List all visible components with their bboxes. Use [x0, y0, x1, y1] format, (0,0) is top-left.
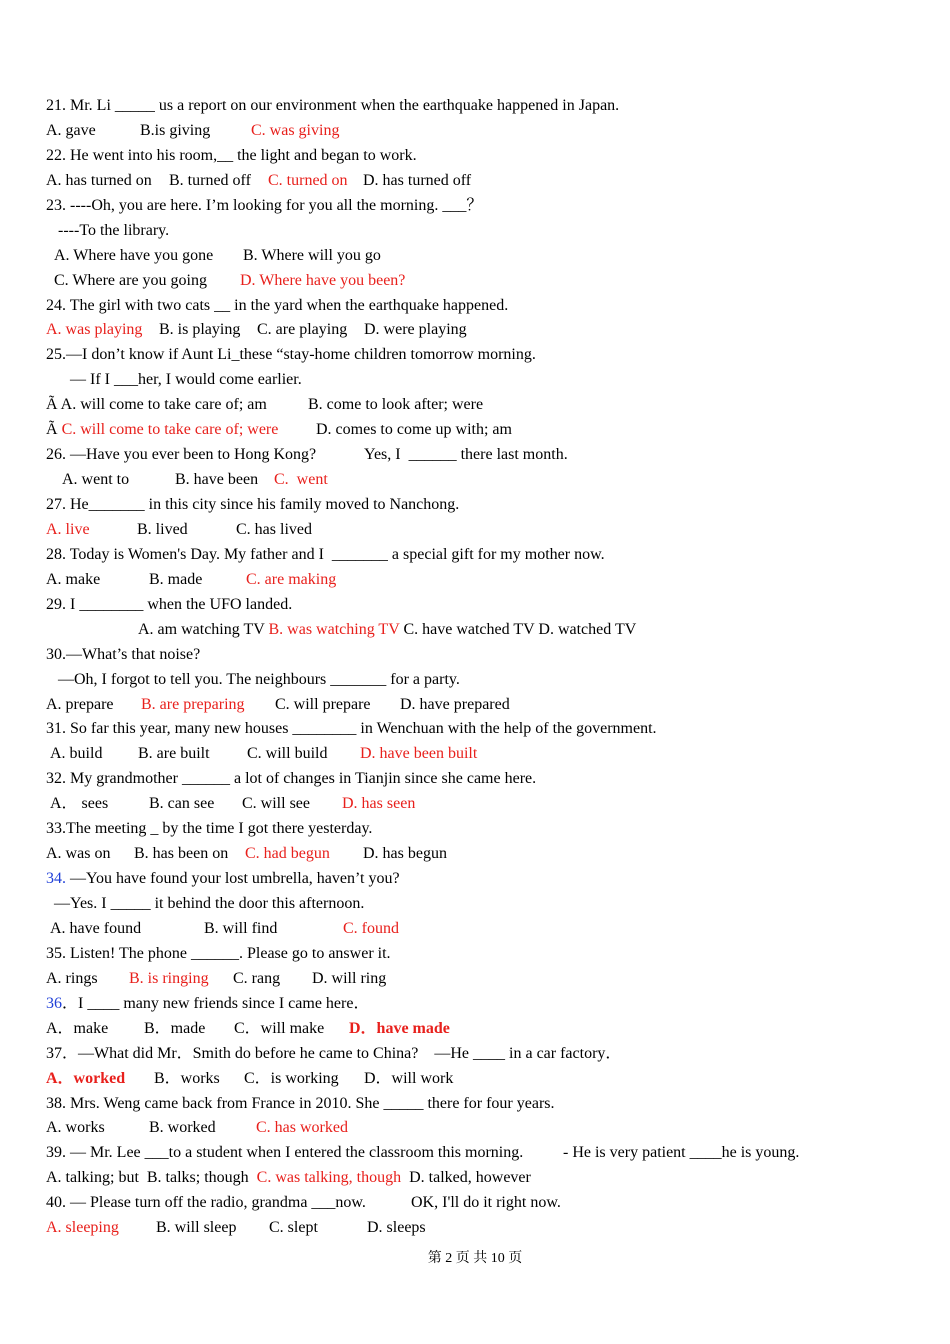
text-segment: C. have watched TV D. watched TV: [399, 620, 637, 638]
text-line: [0, 817, 950, 842]
text-segment: B.is giving: [140, 121, 211, 139]
answer-text: D. have been built: [360, 745, 478, 763]
text-segment: A. am watching TV: [138, 620, 269, 638]
text-line: [0, 992, 950, 1017]
text-segment: A. was on: [46, 845, 111, 863]
answer-text: A．worked: [46, 1069, 126, 1087]
text-line: [0, 418, 950, 443]
text-line: [0, 618, 950, 643]
text-segment: C. will see: [242, 795, 310, 813]
text-segment: 24. The girl with two cats __ in the yard when the earthquake happened.: [46, 296, 509, 314]
text-segment: B. has been on: [134, 845, 229, 863]
text-segment: OK, I'll do it right now.: [411, 1194, 561, 1212]
text-segment: A. prepare: [46, 695, 114, 713]
text-line: [0, 1141, 950, 1166]
question-number: 34.: [46, 870, 66, 888]
text-line: [0, 643, 950, 668]
text-line: [0, 1042, 950, 1067]
text-segment: B. made: [149, 570, 203, 588]
text-segment: D. talked, however: [401, 1169, 531, 1187]
text-segment: A. talking; but B. talks; though: [46, 1169, 257, 1187]
text-segment: - He is very patient ____he is young.: [563, 1144, 800, 1162]
text-line: [0, 269, 950, 294]
text-line: [0, 119, 950, 144]
page-footer: 第 2 页 共 10 页: [427, 1251, 523, 1266]
text-line: [0, 568, 950, 593]
text-segment: C. will build: [247, 745, 328, 763]
answer-text: D. has seen: [342, 795, 416, 813]
text-segment: D. has turned off: [363, 171, 472, 189]
text-segment: B. come to look after; were: [308, 396, 484, 414]
text-line: [0, 219, 950, 244]
text-segment: D. has begun: [363, 845, 447, 863]
text-segment: C. are playing: [257, 321, 348, 339]
text-line: [0, 1191, 950, 1216]
text-segment: ----To the library.: [58, 221, 170, 239]
text-segment: — If I ___her, I would come earlier.: [70, 371, 302, 389]
text-segment: B. worked: [149, 1119, 216, 1137]
answer-text: A. sleeping: [46, 1219, 119, 1237]
text-segment: —You have found your lost umbrella, haven’t you?: [66, 870, 400, 888]
text-segment: 29. I ________ when the UFO landed.: [46, 595, 293, 613]
answer-text: C. will come to take care of; were: [61, 421, 279, 439]
answer-text: A. live: [46, 520, 90, 538]
text-line: [0, 693, 950, 718]
text-line: [0, 94, 950, 119]
text-segment: B. have been: [175, 471, 259, 489]
text-segment: A．make: [46, 1019, 109, 1037]
text-segment: A. has turned on: [46, 171, 152, 189]
text-segment: C. has lived: [236, 520, 312, 538]
text-segment: B. will find: [204, 919, 278, 937]
text-segment: A. build: [50, 745, 103, 763]
text-segment: B．works: [154, 1069, 220, 1087]
text-segment: A. went to: [62, 471, 130, 489]
text-segment: C. will prepare: [275, 695, 371, 713]
text-segment: C．will make: [234, 1019, 325, 1037]
text-line: [0, 1092, 950, 1117]
text-line: [0, 343, 950, 368]
text-line: [0, 742, 950, 767]
text-segment: 33.The meeting _ by the time I got there yesterday.: [46, 820, 373, 838]
answer-text: A. was playing: [46, 321, 143, 339]
text-segment: B. is playing: [159, 321, 241, 339]
answer-text: C. was giving: [251, 121, 340, 139]
text-segment: D. sleeps: [367, 1219, 426, 1237]
text-segment: 38. Mrs. Weng came back from France in 2010. She _____ there for four years.: [46, 1094, 555, 1112]
answer-text: C. was talking, though: [256, 1169, 402, 1187]
text-segment: B. can see: [149, 795, 215, 813]
text-segment: C. slept: [269, 1219, 318, 1237]
text-segment: 30.—What’s that noise?: [46, 645, 201, 663]
text-segment: 31. So far this year, many new houses ________ in Wenchuan with the help of the government.: [46, 720, 657, 738]
text-segment: 37．—What did Mr．Smith do before he came to China? —He ____ in a car factory．: [46, 1044, 622, 1062]
answer-text: C. found: [343, 919, 399, 937]
text-segment: 21. Mr. Li _____ us a report on our environment when the earthquake happened in Japan.: [46, 97, 620, 114]
text-line: [0, 1017, 950, 1042]
answer-text: B. is ringing: [129, 969, 209, 987]
text-segment: ．I ____ many new friends since I came here．: [62, 994, 370, 1012]
text-line: [0, 1067, 950, 1092]
text-line: [0, 294, 950, 319]
text-line: [0, 942, 950, 967]
text-segment: C. Where are you going: [54, 271, 207, 289]
text-segment: 28. Today is Women's Day. My father and I _______ a special gift for my mother now.: [46, 545, 605, 563]
text-segment: B. lived: [137, 520, 188, 538]
text-segment: 35. Listen! The phone ______. Please go to answer it.: [46, 944, 391, 962]
text-segment: A. gave: [46, 121, 96, 139]
text-line: [0, 892, 950, 917]
text-line: [0, 318, 950, 343]
text-segment: Ã A. will come to take care of; am: [46, 396, 267, 414]
answer-text: D．have made: [349, 1019, 450, 1037]
text-segment: —Oh, I forgot to tell you. The neighbours _______ for a party.: [58, 670, 460, 688]
text-segment: 39. — Mr. Lee ___to a student when I entered the classroom this morning.: [46, 1144, 524, 1162]
text-segment: A. rings: [46, 969, 98, 987]
text-segment: D. were playing: [364, 321, 467, 339]
text-line: [0, 842, 950, 867]
text-line: [0, 668, 950, 693]
text-line: [0, 468, 950, 493]
text-line: [0, 493, 950, 518]
answer-text: C. has worked: [256, 1119, 348, 1137]
question-number: 36: [46, 994, 62, 1012]
text-segment: B. turned off: [169, 171, 251, 189]
text-segment: D．will work: [364, 1069, 454, 1087]
answer-text: B. was watching TV: [268, 620, 400, 638]
text-line: [0, 967, 950, 992]
answer-text: D. Where have you been?: [240, 271, 406, 289]
text-line: [0, 368, 950, 393]
answer-text: B. are preparing: [141, 695, 245, 713]
text-line: [0, 543, 950, 568]
text-segment: B. will sleep: [156, 1219, 237, 1237]
text-line: [0, 917, 950, 942]
text-segment: Ã: [46, 421, 62, 439]
text-line: [0, 443, 950, 468]
text-line: [0, 393, 950, 418]
text-segment: D. comes to come up with; am: [316, 421, 512, 439]
text-line: [0, 194, 950, 219]
text-line: [0, 593, 950, 618]
text-segment: B. Where will you go: [243, 246, 381, 264]
text-segment: 22. He went into his room,__ the light and began to work.: [46, 146, 417, 164]
text-segment: B．made: [144, 1019, 206, 1037]
text-segment: C．is working: [244, 1069, 339, 1087]
answer-text: C. had begun: [245, 845, 330, 863]
text-line: [0, 518, 950, 543]
text-segment: A. have found: [50, 919, 142, 937]
answer-text: C. went: [274, 471, 328, 489]
text-line: [0, 767, 950, 792]
text-segment: D. have prepared: [400, 695, 510, 713]
text-segment: D. will ring: [312, 969, 387, 987]
answer-text: C. turned on: [268, 171, 348, 189]
text-segment: A. make: [46, 570, 101, 588]
question-list: [0, 94, 950, 1241]
text-segment: 25.—I don’t know if Aunt Li_these “stay-home children tomorrow morning.: [46, 346, 536, 364]
text-segment: 32. My grandmother ______ a lot of changes in Tianjin since she came here.: [46, 770, 537, 788]
text-line: [0, 1116, 950, 1141]
text-segment: A. Where have you gone: [54, 246, 214, 264]
text-line: [0, 867, 950, 892]
text-line: [0, 717, 950, 742]
text-line: [0, 792, 950, 817]
text-line: [0, 1166, 950, 1191]
text-segment: C. rang: [233, 969, 281, 987]
text-line: [0, 144, 950, 169]
text-line: [0, 1216, 950, 1241]
text-segment: Yes, I ______ there last month.: [364, 446, 568, 464]
text-segment: B. are built: [138, 745, 210, 763]
text-segment: 26. —Have you ever been to Hong Kong?: [46, 446, 317, 464]
text-segment: A． sees: [50, 795, 109, 813]
text-segment: —Yes. I _____ it behind the door this afternoon.: [54, 895, 365, 912]
text-segment: A. works: [46, 1119, 105, 1137]
text-line: [0, 169, 950, 194]
text-segment: 23. ----Oh, you are here. I’m looking for you all the morning. ___？: [46, 196, 483, 214]
text-segment: 40. — Please turn off the radio, grandma ___now.: [46, 1194, 366, 1212]
text-segment: 27. He_______ in this city since his family moved to Nanchong.: [46, 496, 460, 513]
answer-text: C. are making: [246, 570, 337, 588]
text-line: [0, 244, 950, 269]
